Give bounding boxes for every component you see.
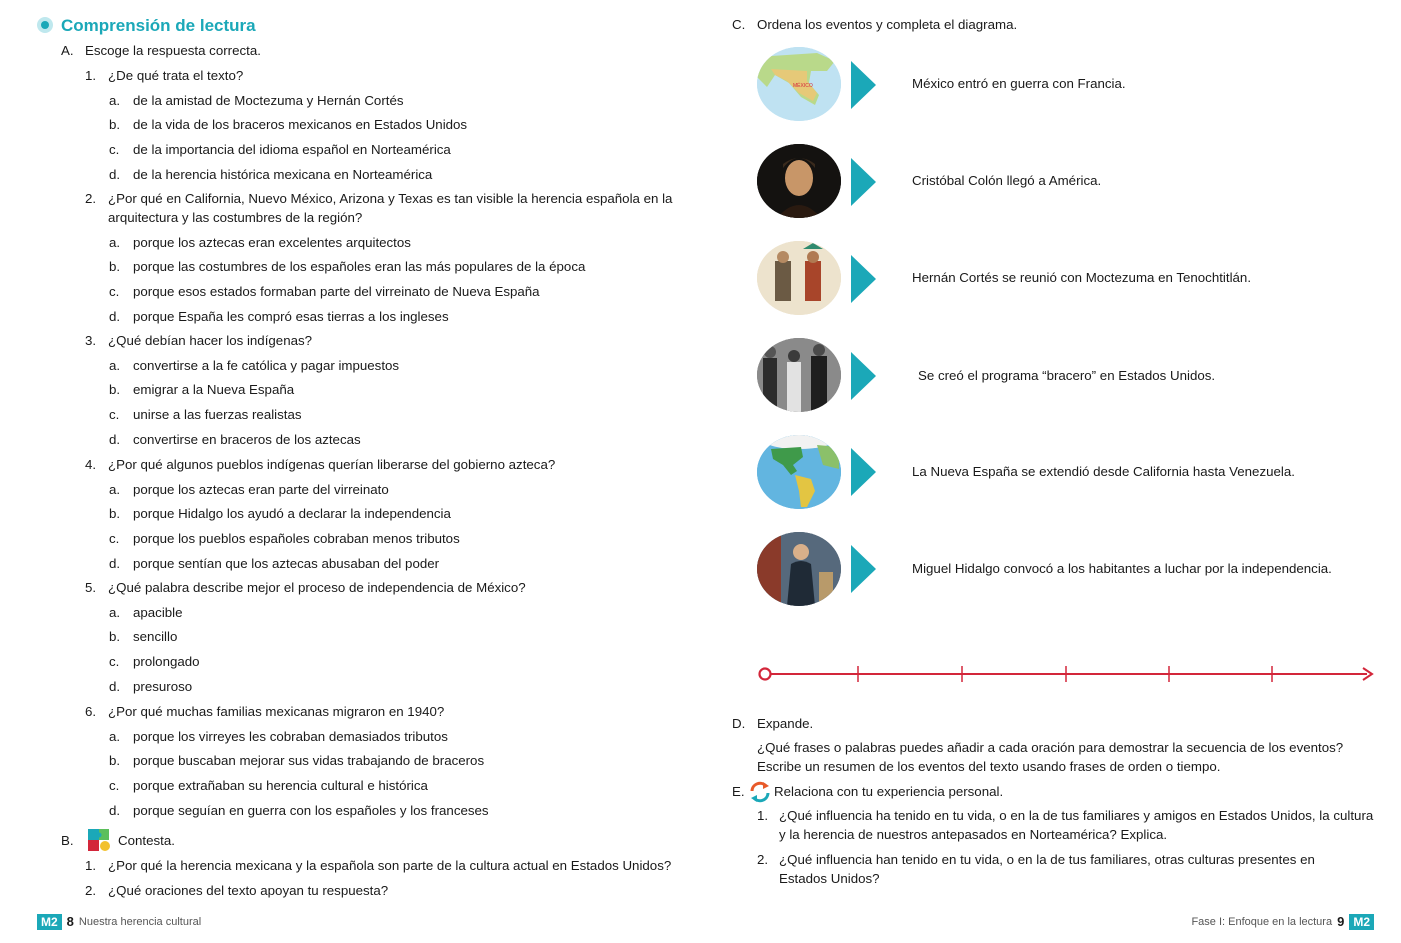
part-a-letter: A. [61,43,74,58]
option-text: de la herencia histórica mexicana en Norteamérica [133,166,433,182]
question-number: 2. [85,191,97,206]
part-e-item-text: Estados Unidos? [779,871,880,886]
module-badge: M2 [37,914,62,930]
option-text: apacible [133,604,183,620]
option-letter: c. [109,142,120,158]
part-c-letter: C. [732,17,746,32]
part-e-item-text: y la herencia de nuestros antepasados en Norteamérica? Explica. [779,827,1168,842]
option-letter: a. [109,604,121,620]
option-text: porque los aztecas eran excelentes arquitectos [133,234,411,250]
option-text: de la amistad de Moctezuma y Hernán Cortés [133,92,404,108]
option-letter: a. [109,481,121,497]
option-text: porque esos estados formaban parte del virreinato de Nueva España [133,284,540,300]
event-text: Se creó el programa “bracero” en Estados Unidos. [918,368,1216,383]
question-text: ¿Por qué en California, Nuevo México, Arizona y Texas es tan visible la herencia española en la [108,191,673,206]
page-number: 8 [66,914,74,929]
event-text: Cristóbal Colón llegó a América. [912,173,1102,188]
section-bullet-icon [37,17,53,33]
part-e-instruction: Relaciona con tu experiencia personal. [774,784,1004,799]
arrow-icon [851,158,876,206]
part-b-item-number: 2. [85,883,97,898]
arrow-icon [851,545,876,593]
part-b-letter: B. [61,833,74,848]
question-text: ¿Qué debían hacer los indígenas? [108,333,313,348]
option-letter: b. [109,506,121,522]
part-b-item-text: ¿Qué oraciones del texto apoyan tu respuesta? [108,883,389,898]
option-text: emigrar a la Nueva España [133,382,295,398]
question-number: 4. [85,457,97,472]
event-text: México entró en guerra con Francia. [912,76,1126,91]
option-letter: d. [109,308,121,324]
event-text: La Nueva España se extendió desde California hasta Venezuela. [912,464,1295,479]
part-e-letter: E. [732,784,745,799]
option-letter: b. [109,753,121,769]
option-letter: a. [109,234,121,250]
question-text: ¿De qué trata el texto? [108,68,244,83]
section-title: Comprensión de lectura [61,16,256,35]
option-letter: c. [109,778,120,794]
question-number: 3. [85,333,97,348]
puzzle-icon [86,827,114,853]
part-b-instruction: Contesta. [118,833,175,848]
option-letter: b. [109,382,121,398]
option-text: porque seguían en guerra con los españoles y los franceses [133,802,489,818]
option-text: unirse a las fuerzas realistas [133,407,302,423]
event-text: Miguel Hidalgo convocó a los habitantes a luchar por la independencia. [912,561,1332,576]
part-b-item-text: ¿Por qué la herencia mexicana y la española son parte de la cultura actual en Estados Unidos? [108,858,672,873]
option-letter: c. [109,284,120,300]
question-text: ¿Qué palabra describe mejor el proceso de independencia de México? [108,580,526,595]
footer-right [1191,913,1374,930]
arrow-icon [851,352,876,400]
option-text: porque extrañaban su herencia cultural e histórica [133,778,428,794]
americas-map-icon [757,435,841,509]
option-letter: c. [109,654,120,670]
hidalgo-portrait-icon [757,532,841,606]
option-text: prolongado [133,654,200,670]
option-letter: c. [109,407,120,423]
footer-title: Nuestra herencia cultural [78,915,202,928]
option-text: de la vida de los braceros mexicanos en Estados Unidos [133,117,468,133]
part-e-item-number: 1. [757,808,769,823]
footer-left [37,913,201,930]
option-letter: c. [109,531,120,547]
part-e-item-text: ¿Qué influencia han tenido en tu vida, o en la de tus familiares, otras culturas presentes en [779,852,1315,867]
refresh-icon [748,780,772,804]
part-d-instruction: Expande. [757,716,814,731]
option-text: de la importancia del idioma español en Norteamérica [133,142,451,158]
option-letter: d. [109,678,121,694]
part-e-item-text: ¿Qué influencia ha tenido en tu vida, o en la de tus familiares y amigos en Estados Unidos, la cultura [779,808,1374,823]
option-letter: b. [109,629,121,645]
columbus-portrait-icon [757,144,841,218]
footer-title: Fase I: Enfoque en la lectura [1191,915,1333,928]
option-text: presuroso [133,678,193,694]
mexico-map-icon [757,47,841,121]
option-letter: a. [109,92,121,108]
question-number: 6. [85,704,97,719]
question-text: ¿Por qué algunos pueblos indígenas querían liberarse del gobierno azteca? [108,457,556,472]
option-letter: a. [109,357,121,373]
option-letter: a. [109,728,121,744]
option-text: porque Hidalgo los ayudó a declarar la independencia [133,506,451,522]
arrow-icon [851,255,876,303]
option-text: porque los aztecas eran parte del virreinato [133,481,389,497]
question-text: ¿Por qué muchas familias mexicanas migraron en 1940? [108,704,445,719]
option-text: convertirse en braceros de los aztecas [133,431,361,447]
part-d-letter: D. [732,716,746,731]
option-text: porque las costumbres de los españoles eran las más populares de la época [133,259,586,275]
option-text: porque España les compró esas tierras a los ingleses [133,308,449,324]
option-letter: d. [109,166,121,182]
map-label: MÉXICO [793,83,813,89]
option-letter: d. [109,431,121,447]
option-letter: d. [109,802,121,818]
part-c-instruction: Ordena los eventos y completa el diagrama. [757,17,1018,32]
arrow-icon [851,61,876,109]
arrow-icon [851,448,876,496]
timeline [755,662,1377,686]
option-letter: d. [109,555,121,571]
question-text: arquitectura y las costumbres de la región? [108,210,363,225]
option-text: porque los pueblos españoles cobraban menos tributos [133,531,460,547]
question-number: 1. [85,68,97,83]
option-text: porque sentían que los aztecas abusaban del poder [133,555,440,571]
question-number: 5. [85,580,97,595]
option-text: porque los virreyes les cobraban demasiados tributos [133,728,448,744]
part-d-text: Escribe un resumen de los eventos del texto usando frases de orden o tiempo. [757,759,1221,774]
part-a-instruction: Escoge la respuesta correcta. [85,43,261,58]
braceros-photo-icon [757,338,841,412]
part-b-item-number: 1. [85,858,97,873]
cortes-moctezuma-icon [757,241,841,315]
module-badge: M2 [1349,914,1374,930]
event-text: Hernán Cortés se reunió con Moctezuma en Tenochtitlán. [912,270,1252,285]
option-text: sencillo [133,629,178,645]
option-letter: b. [109,259,121,275]
option-text: porque buscaban mejorar sus vidas trabajando de braceros [133,753,485,769]
page-number: 9 [1337,914,1345,929]
option-letter: b. [109,117,121,133]
option-text: convertirse a la fe católica y pagar impuestos [133,357,400,373]
part-e-item-number: 2. [757,852,769,867]
part-d-text: ¿Qué frases o palabras puedes añadir a cada oración para demostrar la secuencia de los eventos? [757,740,1344,755]
